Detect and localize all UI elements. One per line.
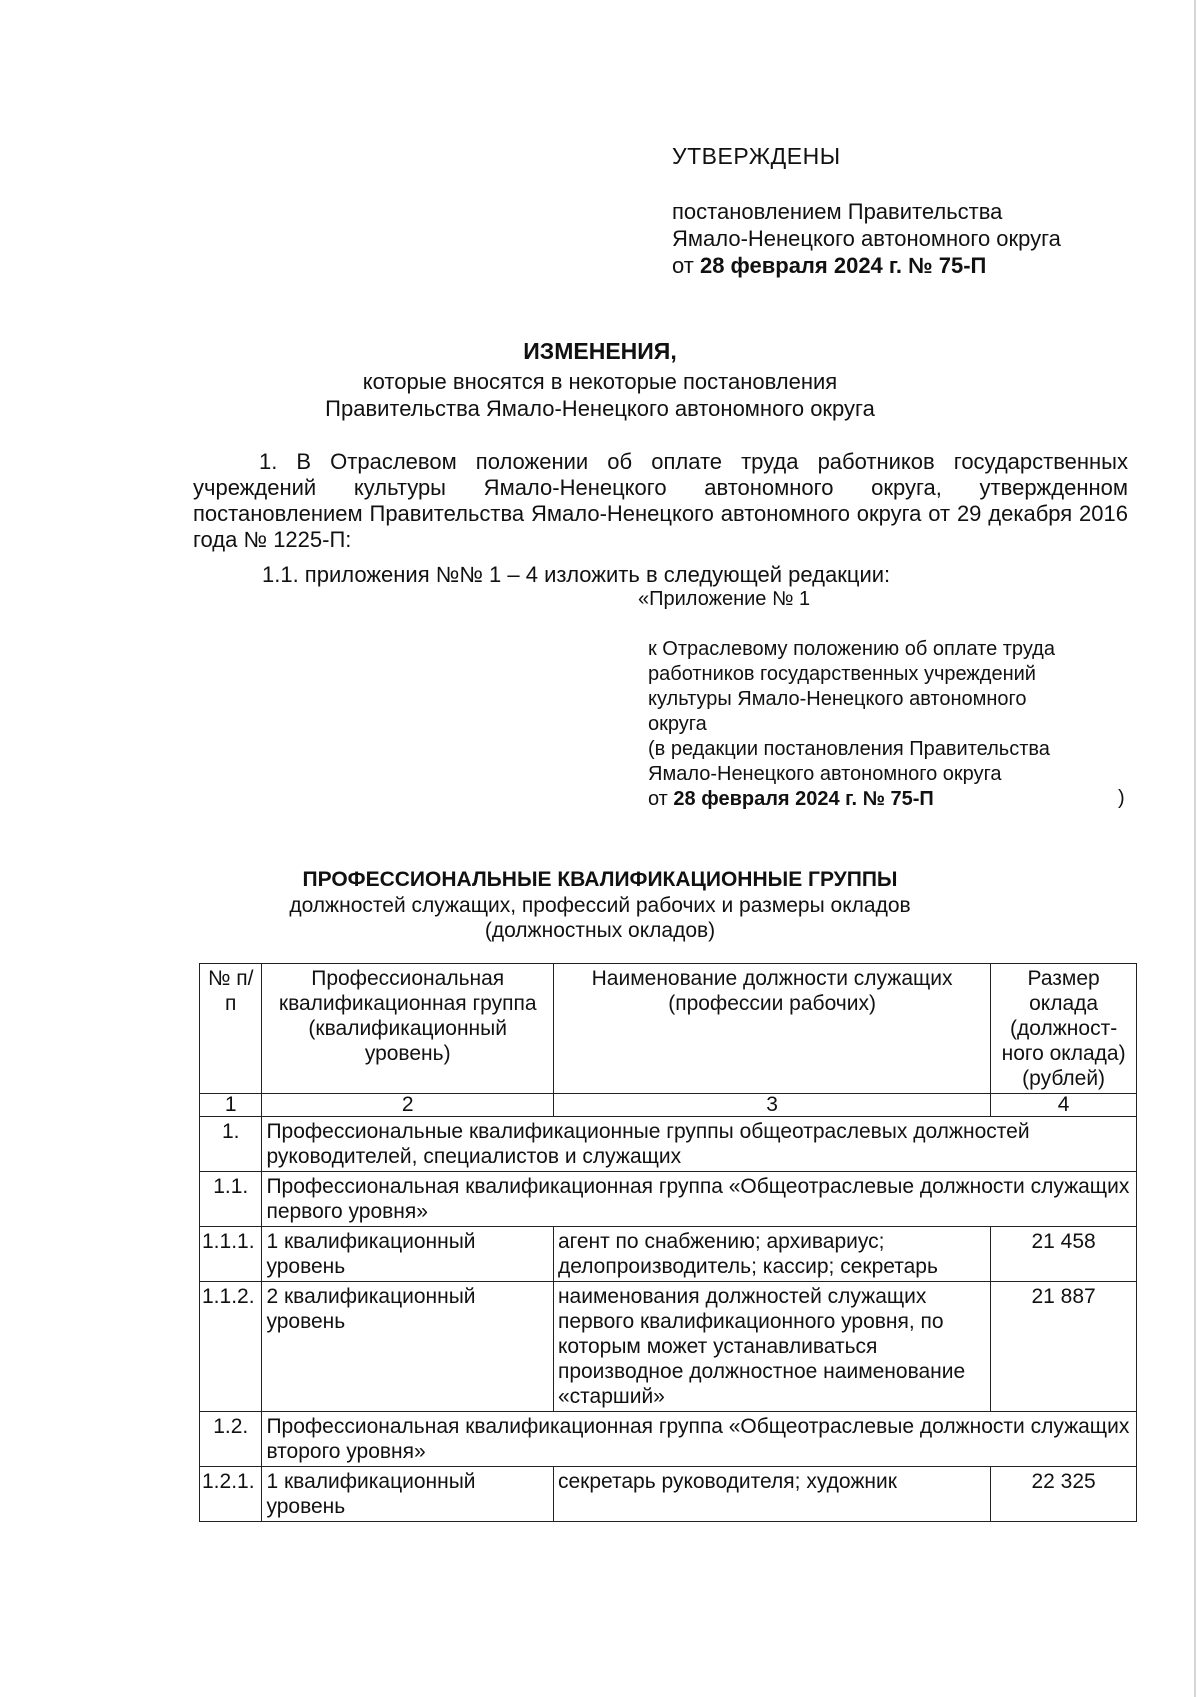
appendix-line-4: округа	[648, 713, 707, 735]
position-names: наименования должностей служащих первого квалификационного уровня, по которым может устанавливаться производное должностное наименование «старший»	[553, 1282, 990, 1412]
header-name: Наименование должности служащих (профессии рабочих)	[553, 964, 990, 1094]
appendix-date	[648, 787, 1128, 812]
row-number: 1.2.1.	[200, 1467, 262, 1522]
approval-heading: УТВЕРЖДЕНЫ	[672, 143, 841, 169]
section-subtitle-line-1: должностей служащих, профессий рабочих и размеры окладов	[289, 894, 911, 917]
position-names: агент по снабжению; архивариус; делопроизводитель; кассир; секретарь	[553, 1227, 990, 1282]
appendix-close-paren: )	[1118, 787, 1125, 809]
approval-date-value: 28 февраля 2024 г. № 75-П	[699, 253, 987, 278]
qualification-level: 2 квалификационный уровень	[262, 1282, 554, 1412]
header-num: № п/п	[200, 964, 262, 1094]
row-number: 1.1.	[200, 1172, 262, 1227]
column-number: 2	[262, 1094, 554, 1117]
row-number: 1.	[200, 1117, 262, 1172]
appendix-line-1: к Отраслевому положению об оплате труда	[648, 638, 1055, 660]
column-number: 4	[991, 1094, 1137, 1117]
table-group-row	[200, 1117, 1137, 1172]
table-row	[200, 1227, 1137, 1282]
column-number-row	[200, 1094, 1137, 1117]
page-edge-shadow	[1194, 0, 1196, 1697]
appendix-line-3: культуры Ямало-Ненецкого автономного	[648, 688, 1027, 710]
appendix-line-5: (в редакции постановления Правительства	[648, 738, 1050, 760]
salary-value: 22 325	[991, 1467, 1137, 1522]
table-group-row	[200, 1172, 1137, 1227]
salary-table	[199, 963, 1137, 1522]
appendix-line-2: работников государственных учреждений	[648, 663, 1036, 685]
approval-line-1: постановлением Правительства	[672, 199, 1003, 224]
approval-date-prefix: от	[672, 253, 694, 278]
table-row	[200, 1467, 1137, 1522]
salary-value: 21 887	[991, 1282, 1137, 1412]
qualification-level: 1 квалификационный уровень	[262, 1467, 554, 1522]
table-header-row	[200, 964, 1137, 1094]
document-subtitle	[0, 368, 1200, 422]
document-title: ИЗМЕНЕНИЯ,	[523, 338, 677, 364]
approval-date	[672, 252, 1132, 279]
table-row	[200, 1282, 1137, 1412]
paragraph-1	[193, 449, 1128, 553]
position-names: секретарь руководителя; художник	[553, 1467, 990, 1522]
section-subtitle	[0, 893, 1200, 943]
salary-value: 21 458	[991, 1227, 1137, 1282]
group-title: Профессиональная квалификационная группа «Общеотраслевые должности служащих второго уровня»	[262, 1412, 1137, 1467]
subtitle-line-1: которые вносятся в некоторые постановления	[362, 369, 838, 394]
header-salary: Размер оклада (должност-ного оклада) (рублей)	[991, 964, 1137, 1094]
row-number: 1.1.2.	[200, 1282, 262, 1412]
appendix-date-value: 28 февраля 2024 г. № 75-П	[673, 788, 934, 810]
group-title: Профессиональные квалификационные группы общеотраслевых должностей руководителей, специалистов и служащих	[262, 1117, 1137, 1172]
appendix-block	[648, 637, 1128, 812]
paragraph-1-text: 1. В Отраслевом положении об оплате труда работников государственных учреждений культуры Ямало-Ненецкого автономного округа, утвержденном постановлением Правительства Ямало-Ненецкого автономного округа от 29 декабря 2016 года № 1225-П:	[193, 449, 1128, 552]
section-title: ПРОФЕССИОНАЛЬНЫЕ КВАЛИФИКАЦИОННЫЕ ГРУППЫ	[302, 868, 898, 891]
appendix-heading: «Приложение № 1	[638, 588, 811, 610]
header-group: Профессиональная квалификационная группа (квалификационный уровень)	[262, 964, 554, 1094]
column-number: 1	[200, 1094, 262, 1117]
section-subtitle-line-2: (должностных окладов)	[484, 919, 716, 942]
subtitle-line-2: Правительства Ямало-Ненецкого автономного округа	[325, 396, 875, 421]
appendix-line-6: Ямало-Ненецкого автономного округа	[648, 763, 1002, 785]
row-number: 1.2.	[200, 1412, 262, 1467]
approval-block	[672, 198, 1132, 279]
group-title: Профессиональная квалификационная группа «Общеотраслевые должности служащих первого уровня»	[262, 1172, 1137, 1227]
paragraph-1-1: 1.1. приложения №№ 1 – 4 изложить в следующей редакции:	[262, 562, 891, 587]
appendix-date-prefix: от	[648, 788, 668, 810]
column-number: 3	[553, 1094, 990, 1117]
row-number: 1.1.1.	[200, 1227, 262, 1282]
qualification-level: 1 квалификационный уровень	[262, 1227, 554, 1282]
table-group-row	[200, 1412, 1137, 1467]
approval-line-2: Ямало-Ненецкого автономного округа	[672, 226, 1061, 251]
